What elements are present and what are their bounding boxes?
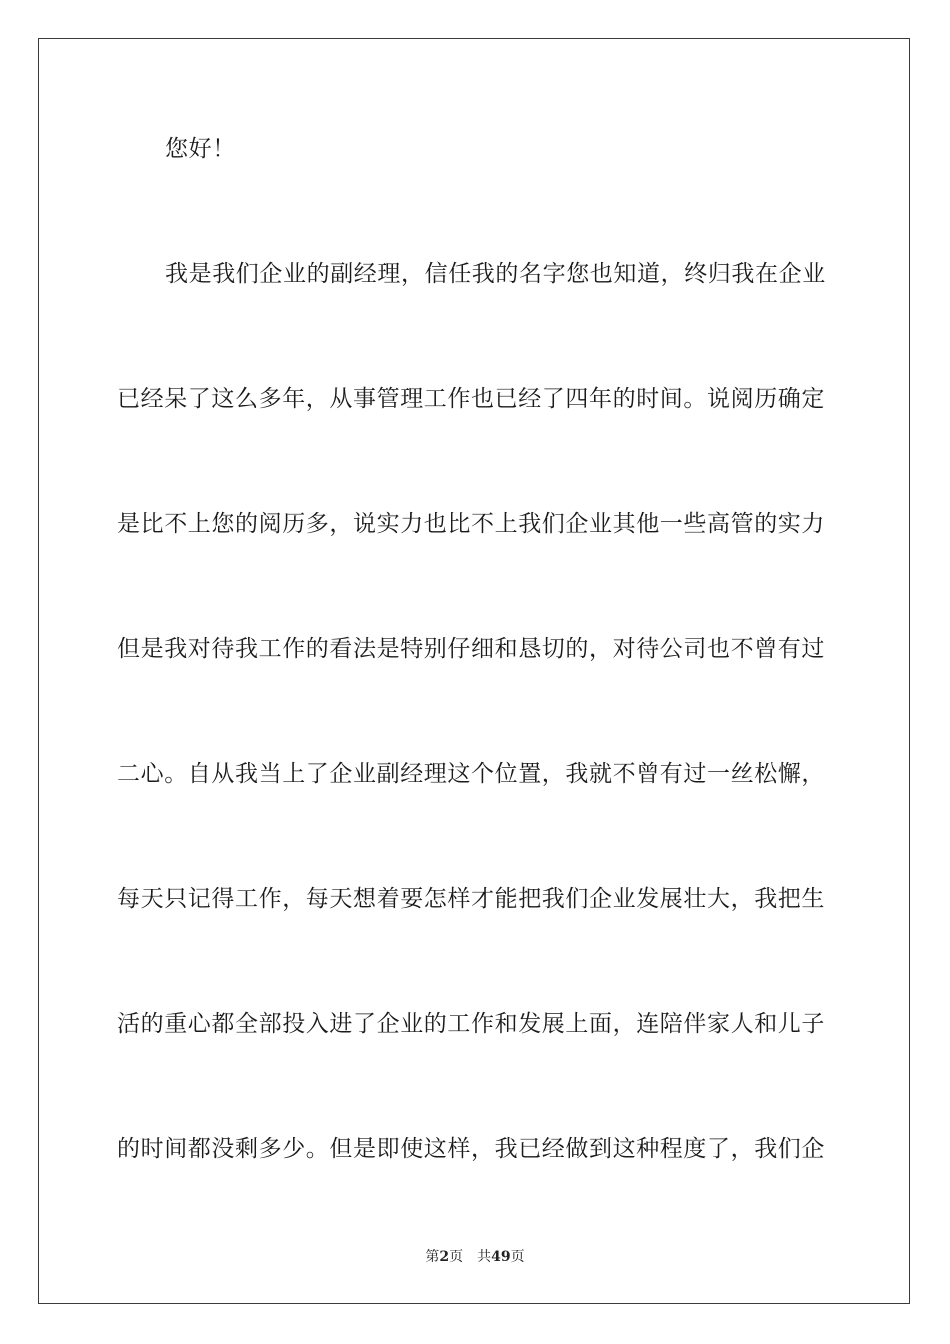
body-line-3: 是比不上您的阅历多，说实力也比不上我们企业其他一些高管的实力 <box>117 511 825 537</box>
body-line-5: 二心。自从我当上了企业副经理这个位置，我就不曾有过一丝松懈， <box>117 761 825 787</box>
total-prefix: 共 <box>477 1249 492 1265</box>
body-line-1: 我是我们企业的副经理，信任我的名字您也知道，终归我在企业 <box>165 261 826 287</box>
page-number: 2 <box>439 1249 450 1265</box>
page-suffix: 页 <box>449 1249 464 1265</box>
greeting-line: 您好！ <box>165 136 236 162</box>
body-line-4: 但是我对待我工作的看法是特别仔细和恳切的，对待公司也不曾有过 <box>117 636 825 662</box>
total-suffix: 页 <box>510 1249 525 1265</box>
page-footer <box>0 1248 950 1266</box>
page-border <box>38 38 910 1304</box>
page-prefix: 第 <box>425 1249 440 1265</box>
body-line-8: 的时间都没剩多少。但是即使这样，我已经做到这种程度了，我们企 <box>117 1136 825 1162</box>
body-line-6: 每天只记得工作，每天想着要怎样才能把我们企业发展壮大，我把生 <box>117 886 825 912</box>
total-pages: 49 <box>491 1249 511 1265</box>
body-line-2: 已经呆了这么多年，从事管理工作也已经了四年的时间。说阅历确定 <box>117 386 825 412</box>
body-line-7: 活的重心都全部投入进了企业的工作和发展上面，连陪伴家人和儿子 <box>117 1011 825 1037</box>
